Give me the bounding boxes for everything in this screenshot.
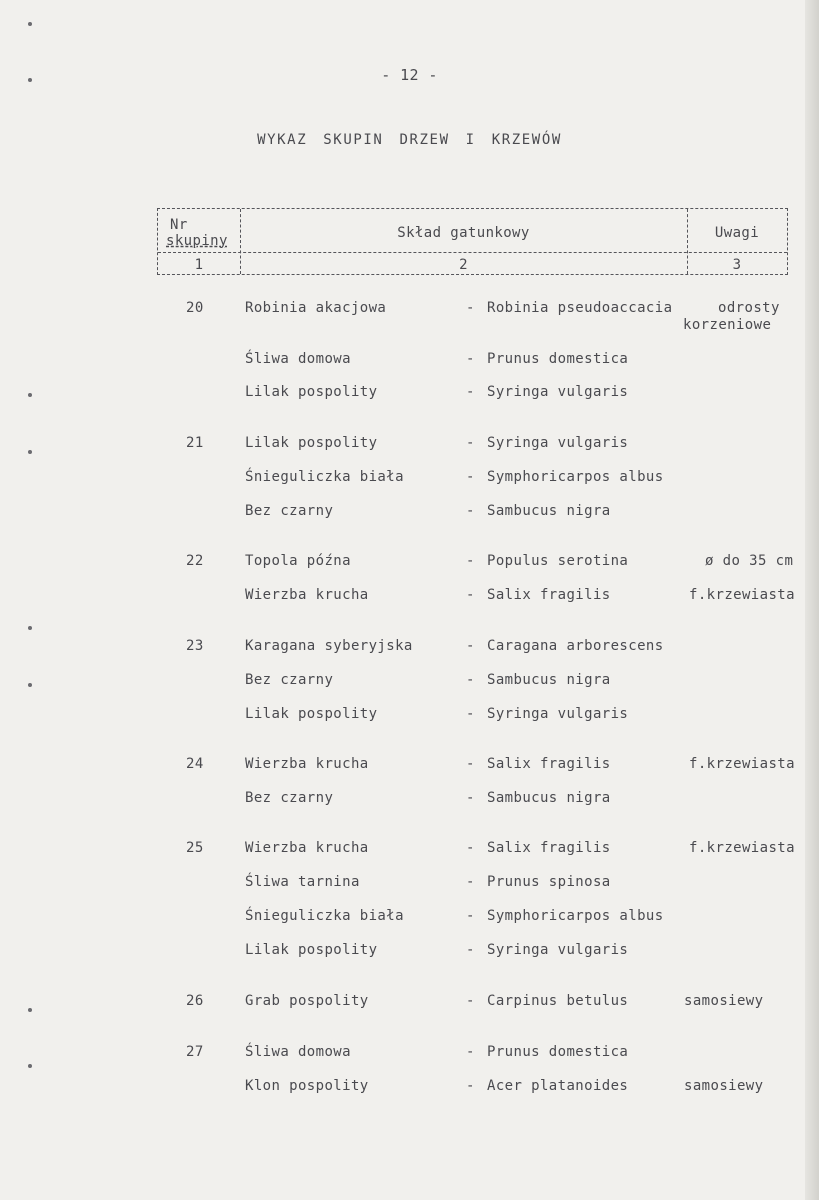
species-remark: f.krzewiasta (689, 756, 795, 772)
species-latin-name: Salix fragilis (487, 840, 611, 856)
table-row (0, 469, 819, 489)
group-number: 22 (186, 553, 204, 569)
table-header (157, 208, 788, 275)
species-polish-name: Bez czarny (245, 503, 334, 519)
species-polish-name: Śliwa tarnina (245, 874, 360, 890)
name-separator: - (466, 1044, 475, 1060)
group-number: 25 (186, 840, 204, 856)
name-separator: - (466, 351, 475, 367)
species-latin-name: Prunus domestica (487, 1044, 629, 1060)
species-latin-name: Populus serotina (487, 553, 629, 569)
table-row (0, 553, 819, 573)
group-number: 27 (186, 1044, 204, 1060)
table-row (0, 874, 819, 894)
table-row (0, 351, 819, 371)
group-number: 24 (186, 756, 204, 772)
table-row (0, 1044, 819, 1064)
header-col-number-1: 1 (194, 257, 204, 273)
name-separator: - (466, 300, 475, 316)
species-remark: f.krzewiasta (689, 587, 795, 603)
species-polish-name: Bez czarny (245, 672, 334, 688)
species-polish-name: Śliwa domowa (245, 351, 351, 367)
species-remark: ø do 35 cm (705, 553, 794, 569)
name-separator: - (466, 1078, 475, 1094)
document-title: WYKAZ SKUPIN DRZEW I KRZEWÓW (257, 132, 562, 148)
name-separator: - (466, 993, 475, 1009)
name-separator: - (466, 706, 475, 722)
species-remark-continued: korzeniowe (683, 317, 772, 333)
header-col-number-2: 2 (459, 257, 468, 273)
species-polish-name: Śnieguliczka biała (245, 469, 404, 485)
name-separator: - (466, 672, 475, 688)
table-row (0, 942, 819, 962)
name-separator: - (466, 384, 475, 400)
species-polish-name: Wierzba krucha (245, 587, 369, 603)
table-row (0, 672, 819, 692)
species-latin-name: Symphoricarpos albus (487, 908, 664, 924)
table-row (0, 908, 819, 928)
species-latin-name: Syringa vulgaris (487, 384, 629, 400)
species-latin-name: Symphoricarpos albus (487, 469, 664, 485)
name-separator: - (466, 587, 475, 603)
species-polish-name: Klon pospolity (245, 1078, 369, 1094)
species-polish-name: Grab pospolity (245, 993, 369, 1009)
species-latin-name: Salix fragilis (487, 587, 611, 603)
species-latin-name: Sambucus nigra (487, 790, 611, 806)
species-remark: f.krzewiasta (689, 840, 795, 856)
table-row (0, 756, 819, 776)
table-row (0, 1078, 819, 1098)
species-polish-name: Lilak pospolity (245, 384, 378, 400)
species-remark: odrosty (718, 300, 780, 316)
header-skupiny-label: skupiny (166, 233, 228, 249)
table-row (0, 993, 819, 1013)
species-polish-name: Lilak pospolity (245, 435, 378, 451)
species-latin-name: Carpinus betulus (487, 993, 629, 1009)
species-latin-name: Syringa vulgaris (487, 435, 629, 451)
name-separator: - (466, 503, 475, 519)
species-remark: samosiewy (684, 1078, 764, 1094)
punch-hole-mark (28, 1064, 32, 1068)
name-separator: - (466, 908, 475, 924)
name-separator: - (466, 435, 475, 451)
table-row (0, 384, 819, 404)
species-polish-name: Bez czarny (245, 790, 334, 806)
table-row (0, 638, 819, 658)
page-number: - 12 - (381, 66, 438, 84)
species-latin-name: Syringa vulgaris (487, 706, 629, 722)
table-row (0, 503, 819, 523)
species-polish-name: Śnieguliczka biała (245, 908, 404, 924)
table-row (0, 300, 819, 333)
species-polish-name: Śliwa domowa (245, 1044, 351, 1060)
species-polish-name: Topola późna (245, 553, 351, 569)
punch-hole-mark (28, 626, 32, 630)
name-separator: - (466, 553, 475, 569)
table-row (0, 840, 819, 860)
group-number: 20 (186, 300, 204, 316)
species-latin-name: Sambucus nigra (487, 672, 611, 688)
species-latin-name: Prunus spinosa (487, 874, 611, 890)
table-row (0, 435, 819, 455)
table-row (0, 587, 819, 607)
header-uwagi-label: Uwagi (714, 225, 760, 241)
group-number: 23 (186, 638, 204, 654)
species-latin-name: Acer platanoides (487, 1078, 629, 1094)
header-col-number-3: 3 (732, 257, 742, 273)
group-number: 26 (186, 993, 204, 1009)
species-latin-name: Sambucus nigra (487, 503, 611, 519)
species-polish-name: Karagana syberyjska (245, 638, 413, 654)
species-polish-name: Robinia akacjowa (245, 300, 387, 316)
species-latin-name: Caragana arborescens (487, 638, 664, 654)
name-separator: - (466, 469, 475, 485)
group-number: 21 (186, 435, 204, 451)
species-polish-name: Lilak pospolity (245, 942, 378, 958)
name-separator: - (466, 790, 475, 806)
name-separator: - (466, 874, 475, 890)
header-sklad-label: Skład gatunkowy (397, 225, 530, 241)
species-polish-name: Wierzba krucha (245, 756, 369, 772)
name-separator: - (466, 638, 475, 654)
name-separator: - (466, 840, 475, 856)
header-nr-label: Nr (170, 217, 188, 233)
punch-hole-mark (28, 22, 32, 26)
species-remark: samosiewy (684, 993, 764, 1009)
table-row (0, 790, 819, 810)
species-polish-name: Wierzba krucha (245, 840, 369, 856)
species-latin-name: Syringa vulgaris (487, 942, 629, 958)
species-latin-name: Robinia pseudoaccacia (487, 300, 673, 316)
species-polish-name: Lilak pospolity (245, 706, 378, 722)
species-latin-name: Salix fragilis (487, 756, 611, 772)
table-row (0, 706, 819, 726)
species-latin-name: Prunus domestica (487, 351, 629, 367)
name-separator: - (466, 942, 475, 958)
name-separator: - (466, 756, 475, 772)
